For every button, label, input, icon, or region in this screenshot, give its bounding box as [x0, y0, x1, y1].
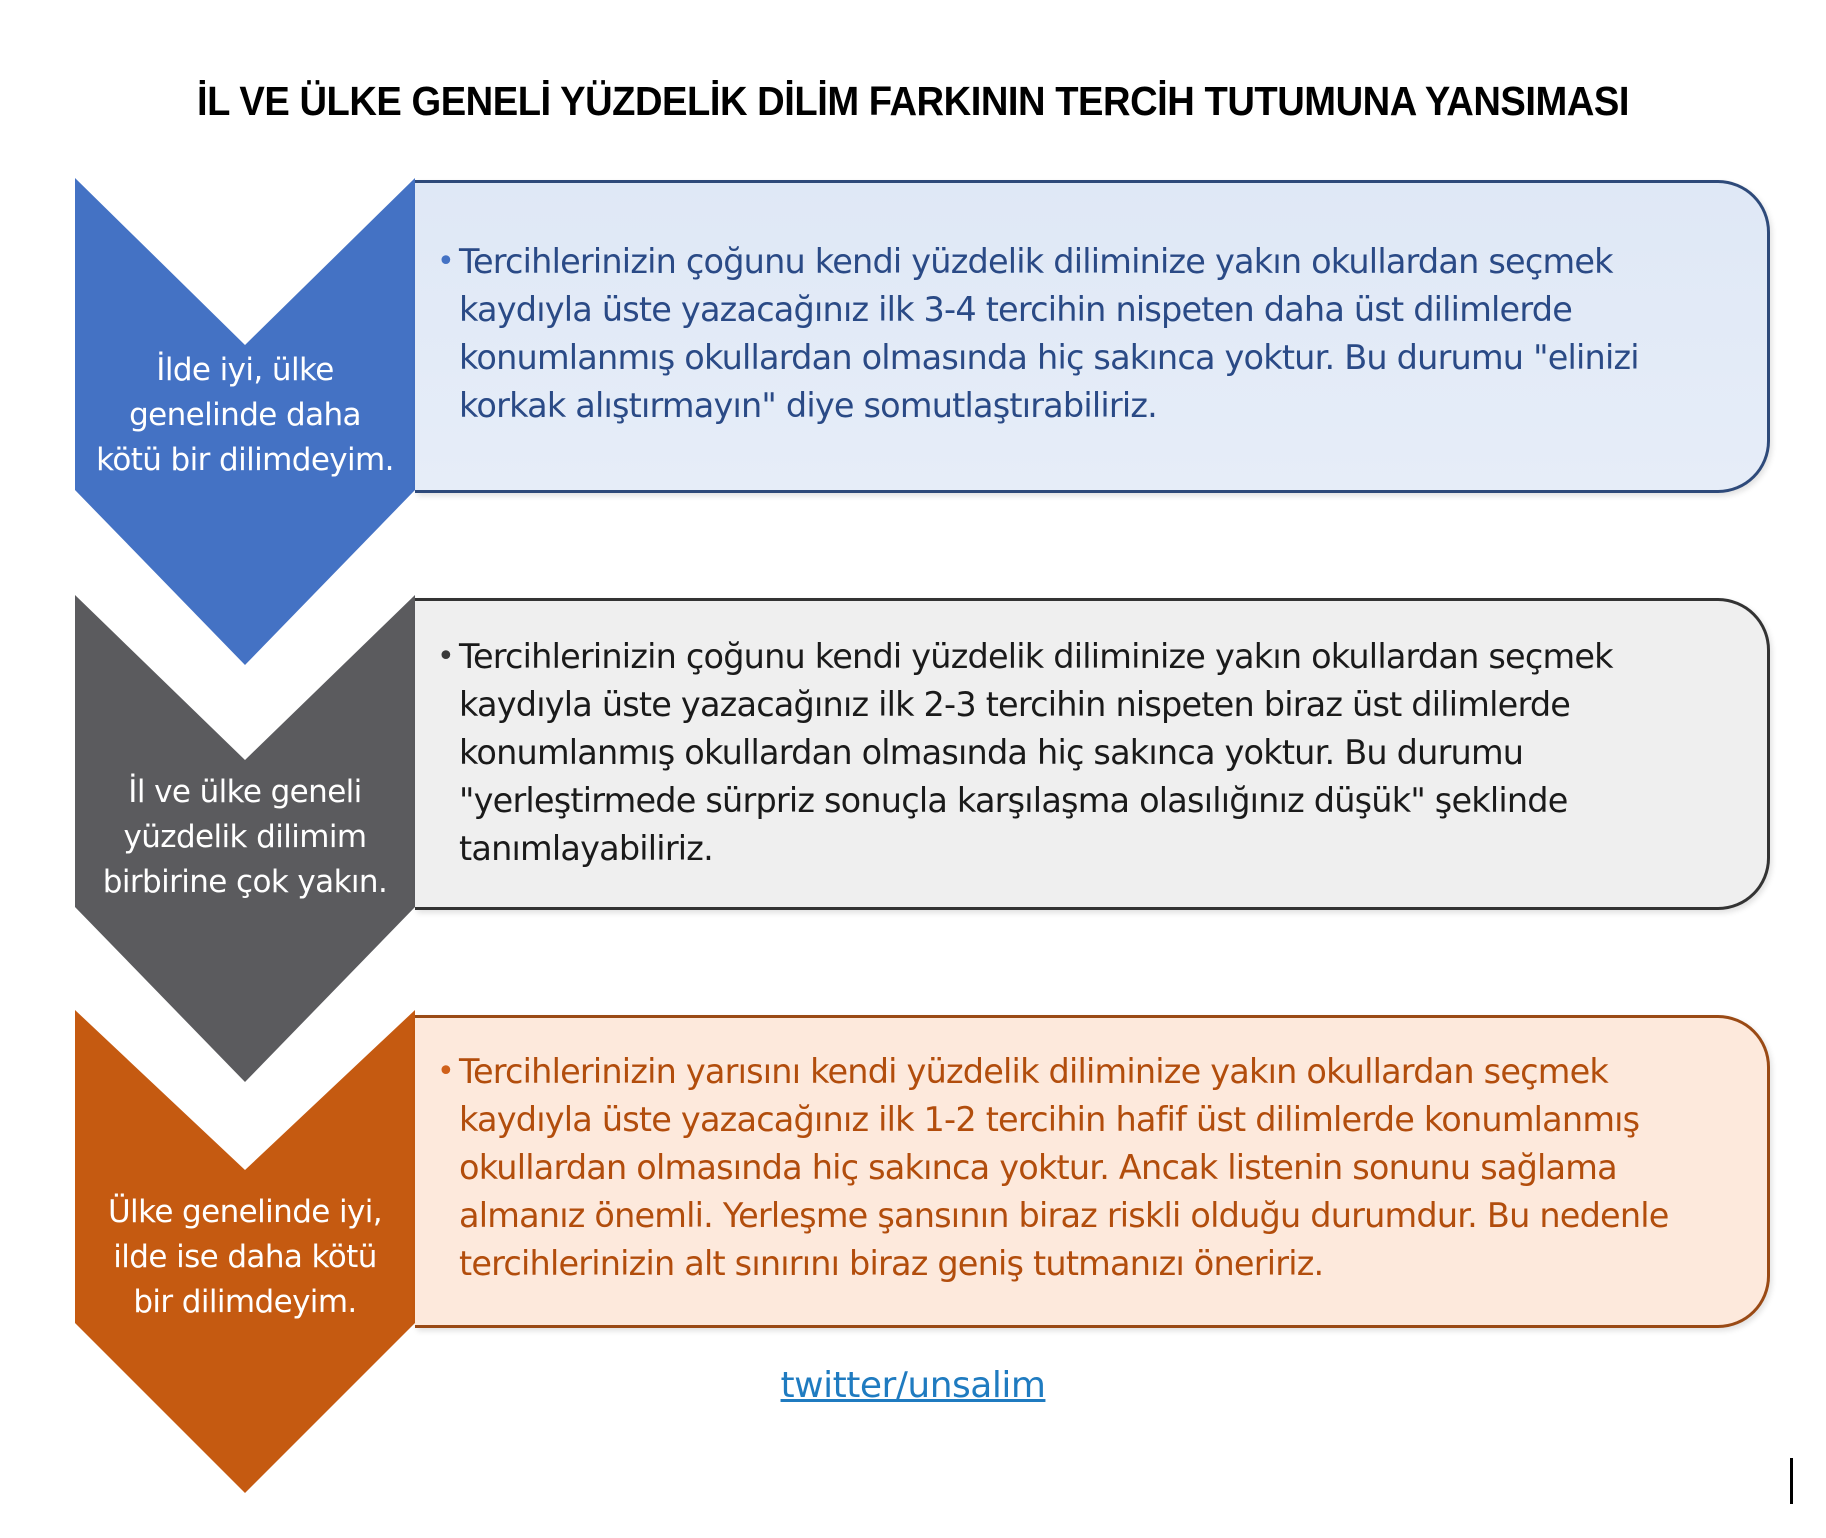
bullet-icon: •	[437, 244, 454, 279]
description-text: • Tercihlerinizin yarısını kendi yüzdelik diliminize yakın okullardan seçmek kaydıyla üste yazacağınız ilk 1-2 tercihin hafif üst dilimlerde konumlanmış okullardan olmasında hiç sakınca yoktur. Ancak listenin sonunu sağlama almanız önemli. Yerleşme şansının biraz riskli olduğu durumdur. Bu nedenle tercihlerinizin alt sınırını biraz geniş tutmanızı öneririz.	[437, 1048, 1737, 1288]
chevron-label: İlde iyi, ülke genelinde daha kötü bir dilimdeyim.	[96, 352, 394, 478]
twitter-link[interactable]: twitter/unsalim	[780, 1365, 1046, 1406]
description-text: • Tercihlerinizin çoğunu kendi yüzdelik diliminize yakın okullardan seçmek kaydıyla üste yazacağınız ilk 3-4 tercihin nispeten daha üst dilimlerde konumlanmış okullardan olmasında hiç sakınca yoktur. Bu durumu "elinizi korkak alıştırmayın" diye somutlaştırabiliriz.	[437, 238, 1737, 430]
bullet-icon: •	[437, 1054, 454, 1089]
chevron-label: İl ve ülke geneli yüzdelik dilimim birbirine çok yakın.	[102, 774, 388, 900]
bullet-icon: •	[437, 639, 454, 674]
text-cursor	[1790, 1458, 1793, 1504]
description-box-step-1	[415, 180, 1770, 493]
chevron-step-3	[75, 1010, 415, 1500]
chevron-label: Ülke genelinde iyi, ilde ise daha kötü bir dilimdeyim.	[107, 1194, 383, 1320]
page-title: İL VE ÜLKE GENELİ YÜZDELİK DİLİM FARKININ TERCİH TUTUMUNA YANSIMASI	[197, 78, 1629, 124]
description-box-step-2	[415, 598, 1770, 910]
footer	[0, 1365, 1826, 1406]
description-box-step-3	[415, 1015, 1770, 1328]
description-text: • Tercihlerinizin çoğunu kendi yüzdelik diliminize yakın okullardan seçmek kaydıyla üste yazacağınız ilk 2-3 tercihin nispeten biraz üst dilimlerde konumlanmış okullardan olmasında hiç sakınca yoktur. Bu durumu "yerleştirmede sürpriz sonuçla karşılaşma olasılığınız düşük" şeklinde tanımlayabiliriz.	[437, 633, 1737, 873]
